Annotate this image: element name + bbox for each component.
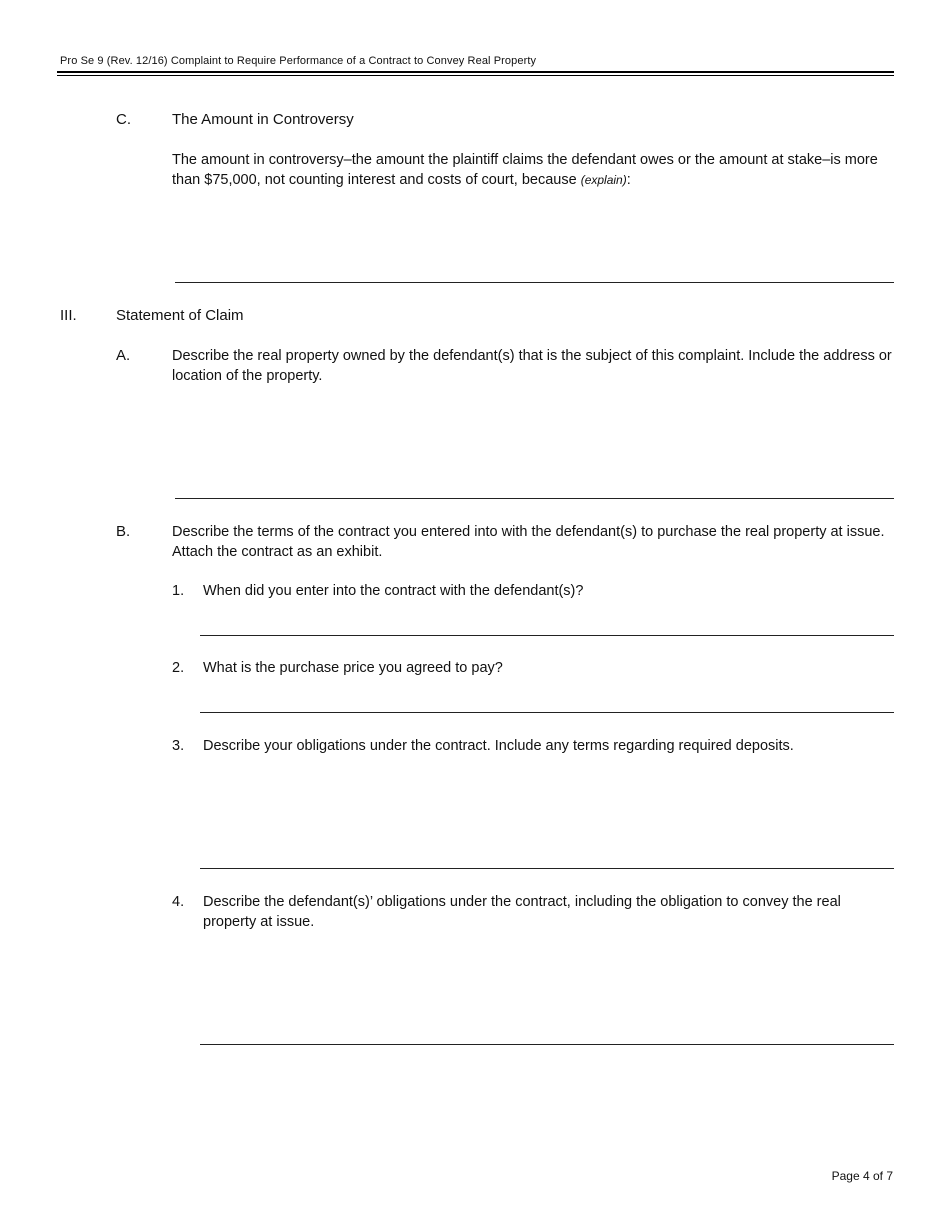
- section-c-heading: The Amount in Controversy: [172, 111, 354, 128]
- explain-note: (explain): [580, 172, 627, 187]
- page-number: Page 4 of 7: [831, 1169, 893, 1183]
- question-4-number: 4.: [172, 894, 185, 910]
- answer-line-defendant-obligations[interactable]: [200, 1044, 894, 1045]
- header-rule-thin: [57, 75, 894, 76]
- form-header-title: Pro Se 9 (Rev. 12/16) Complaint to Require Performance of a Contract to Convey Real Property: [60, 55, 537, 67]
- item-a-marker: A.: [116, 347, 131, 364]
- section-iii-heading: Statement of Claim: [116, 307, 244, 324]
- item-b-text: Describe the terms of the contract you entered into with the defendant(s) to purchase the real property at issue. Attach the contract as an exhibit.: [172, 524, 885, 560]
- question-4-text: Describe the defendant(s)’ obligations under the contract, including the obligation to convey the real property at issue.: [203, 894, 841, 930]
- header-rule-thick: [57, 71, 894, 73]
- question-3-number: 3.: [172, 738, 185, 754]
- section-c-text-end: :: [626, 171, 631, 188]
- answer-line-amount-controversy[interactable]: [175, 282, 894, 283]
- question-2-text: What is the purchase price you agreed to pay?: [203, 660, 503, 676]
- answer-line-purchase-price[interactable]: [200, 712, 894, 713]
- item-b-marker: B.: [116, 523, 131, 540]
- answer-line-contract-date[interactable]: [200, 635, 894, 636]
- section-c-description: [172, 151, 894, 190]
- question-1-number: 1.: [172, 583, 185, 599]
- section-c-text: The amount in controversy–the amount the plaintiff claims the defendant owes or the amount at stake–is more than $75,000, not counting interest and costs of court, because: [172, 152, 878, 188]
- answer-line-your-obligations[interactable]: [200, 868, 894, 869]
- section-iii-marker: III.: [60, 307, 77, 324]
- answer-line-real-property[interactable]: [175, 498, 894, 499]
- question-2-number: 2.: [172, 660, 185, 676]
- question-3-text: Describe your obligations under the contract. Include any terms regarding required deposits.: [203, 738, 794, 754]
- question-1-text: When did you enter into the contract with the defendant(s)?: [203, 583, 584, 599]
- item-a-text: Describe the real property owned by the defendant(s) that is the subject of this complaint. Include the address or location of the property.: [172, 348, 892, 384]
- section-c-marker: C.: [116, 111, 131, 128]
